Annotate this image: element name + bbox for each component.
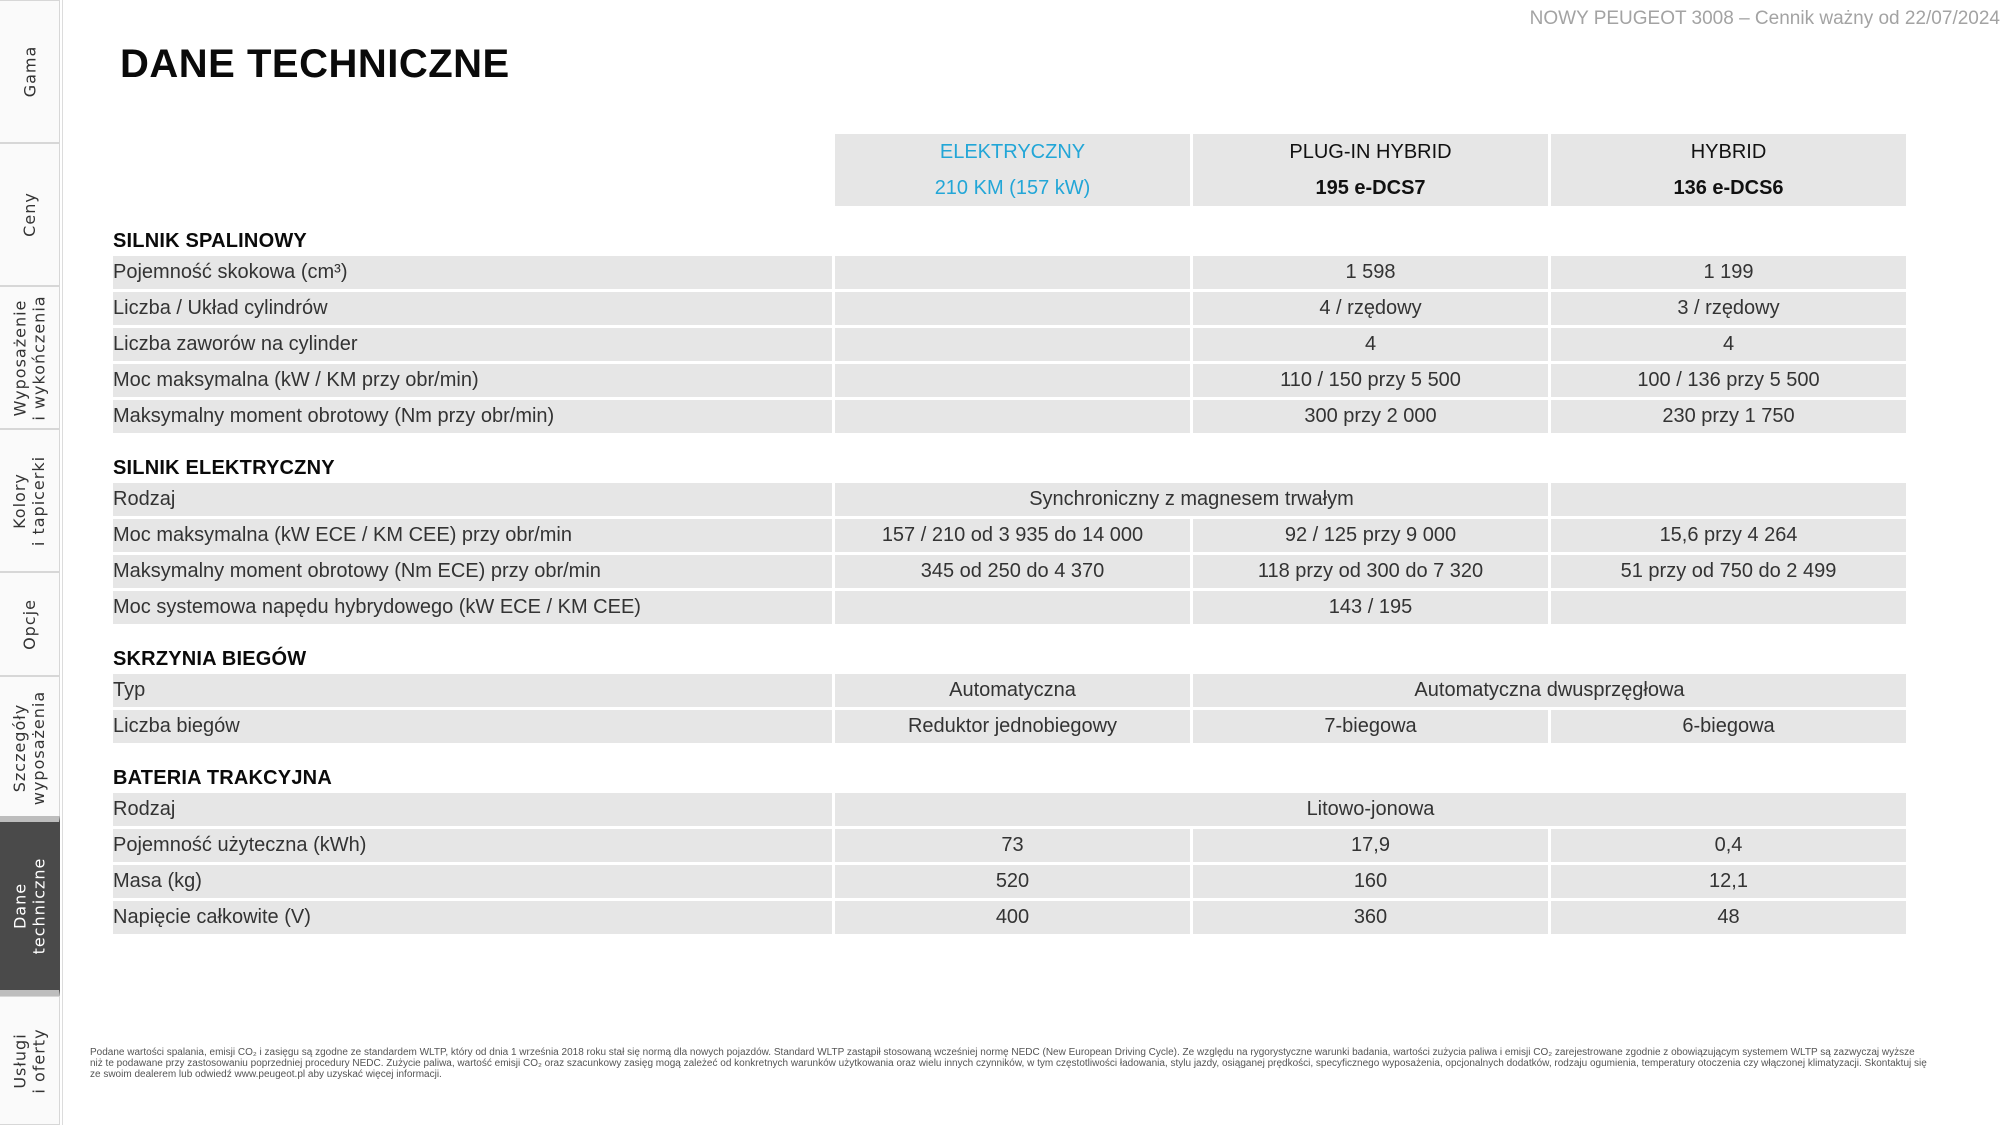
row-value: 1 598 <box>1193 256 1548 289</box>
column-header-electric-name: ELEKTRYCZNY <box>939 141 1086 163</box>
row-value: 118 przy od 300 do 7 320 <box>1193 555 1548 588</box>
sidebar-tab-label: Ceny <box>20 192 39 237</box>
row-value: 0,4 <box>1551 829 1906 862</box>
row-value: 15,6 przy 4 264 <box>1551 519 1906 552</box>
row-label: Typ <box>113 674 832 707</box>
row-value <box>835 364 1190 397</box>
sidebar-tab-8[interactable] <box>0 996 60 1125</box>
row-value: 12,1 <box>1551 865 1906 898</box>
row-value: 3 / rzędowy <box>1551 292 1906 325</box>
table-header-row <box>113 134 1906 206</box>
sidebar-tab-4[interactable] <box>0 429 60 572</box>
sidebar-tab-7[interactable] <box>0 816 60 996</box>
row-label: Maksymalny moment obrotowy (Nm przy obr/min) <box>113 400 832 433</box>
row-value: 360 <box>1193 901 1548 934</box>
row-value <box>835 292 1190 325</box>
sidebar-tab-2[interactable] <box>0 143 60 286</box>
sidebar-tab-label: Opcje <box>20 598 39 650</box>
header-note: NOWY PEUGEOT 3008 – Cennik ważny od 22/07/2024 <box>1529 8 2000 29</box>
page-title: DANE TECHNICZNE <box>120 42 510 86</box>
table-row <box>113 555 1906 588</box>
row-value: Automatyczna dwusprzęgłowa <box>1193 674 1906 707</box>
row-value: 48 <box>1551 901 1906 934</box>
row-value: 4 / rzędowy <box>1193 292 1548 325</box>
row-label: Napięcie całkowite (V) <box>113 901 832 934</box>
table-row <box>113 519 1906 552</box>
row-value: Synchroniczny z magnesem trwałym <box>835 483 1548 516</box>
column-header-electric <box>835 134 1190 206</box>
column-header-hybrid-version: 136 e-DCS6 <box>1673 177 1784 199</box>
sidebar-tab-1[interactable] <box>0 0 60 143</box>
row-value: 157 / 210 od 3 935 do 14 000 <box>835 519 1190 552</box>
sidebar-tab-label: Usługi i oferty <box>10 1027 49 1094</box>
row-value: 400 <box>835 901 1190 934</box>
row-value: Automatyczna <box>835 674 1190 707</box>
row-label: Liczba biegów <box>113 710 832 743</box>
table-row <box>113 256 1906 289</box>
column-header-hybrid-name: HYBRID <box>1690 141 1767 163</box>
row-label: Liczba / Układ cylindrów <box>113 292 832 325</box>
row-label: Moc maksymalna (kW / KM przy obr/min) <box>113 364 832 397</box>
section-title: BATERIA TRAKCYJNA <box>113 767 332 789</box>
sidebar-tab-label: Gama <box>20 45 39 98</box>
row-value: 51 przy od 750 do 2 499 <box>1551 555 1906 588</box>
row-value <box>835 400 1190 433</box>
row-value: 17,9 <box>1193 829 1548 862</box>
legal-footnote: Podane wartości spalania, emisji CO₂ i zasięgu są zgodne ze standardem WLTP, który od dnia 1 września 2018 roku stał się normą dla nowych pojazdów. Standard WLTP zastąpił stosowaną wcześniej normę NEDC (New European Driving Cycle). Ze względu na rygorystyczne warunki badania, wartości zużycia paliwa i emisji CO₂ zarejestrowane zgodnie z obowiązującym systemem WLTP są zazwyczaj wyższe niż te podawane przy zastosowaniu poprzedniej procedury NEDC. Zużycie paliwa, wartość emisji CO₂ oraz szacunkowy zasięg mogą zależeć od konkretnych warunków użytkowania oraz wielu innych czynników, w tym częstotliwości ładowania, stylu jazdy, osiąganej prędkości, specyficznego wyposażenia, opcjonalnych dodatków, rodzaju ogumienia, temperatury otoczenia czy włączonej klimatyzacji. Skontaktuj się ze swoim dealerem lub odwiedź www.peugeot.pl aby uzyskać więcej informacji. <box>90 1047 1927 1080</box>
row-value: 160 <box>1193 865 1548 898</box>
row-label: Rodzaj <box>113 483 832 516</box>
sidebar-nav <box>0 0 63 1125</box>
row-value: 7-biegowa <box>1193 710 1548 743</box>
table-row <box>113 674 1906 707</box>
row-value <box>835 591 1190 624</box>
row-label: Masa (kg) <box>113 865 832 898</box>
row-label: Moc systemowa napędu hybrydowego (kW ECE / KM CEE) <box>113 591 832 624</box>
sidebar-tab-label: Kolory i tapicerki <box>10 455 49 546</box>
table-row <box>113 400 1906 433</box>
row-value: 100 / 136 przy 5 500 <box>1551 364 1906 397</box>
column-header-plugin-hybrid-version: 195 e-DCS7 <box>1315 177 1426 199</box>
sidebar-tab-label: Szczegóły wyposażenia <box>10 690 49 805</box>
table-row <box>113 865 1906 898</box>
section-header-row <box>113 627 1906 671</box>
row-label: Maksymalny moment obrotowy (Nm ECE) przy obr/min <box>113 555 832 588</box>
table-row <box>113 793 1906 826</box>
column-header-hybrid <box>1551 134 1906 206</box>
row-value: 73 <box>835 829 1190 862</box>
row-value: Reduktor jednobiegowy <box>835 710 1190 743</box>
row-value: 4 <box>1551 328 1906 361</box>
row-value <box>1551 591 1906 624</box>
row-value <box>1551 483 1906 516</box>
column-header-electric-version: 210 KM (157 kW) <box>934 177 1091 199</box>
row-value: 110 / 150 przy 5 500 <box>1193 364 1548 397</box>
row-label: Pojemność skokowa (cm³) <box>113 256 832 289</box>
section-title: SILNIK ELEKTRYCZNY <box>113 457 335 479</box>
sidebar-tab-3[interactable] <box>0 286 60 429</box>
sidebar-tab-label: Wyposażenie i wykończenia <box>10 294 49 421</box>
row-label: Pojemność użyteczna (kWh) <box>113 829 832 862</box>
specs-table <box>110 131 1909 937</box>
table-row <box>113 364 1906 397</box>
section-title: SKRZYNIA BIEGÓW <box>113 648 307 670</box>
table-row <box>113 710 1906 743</box>
row-value: 92 / 125 przy 9 000 <box>1193 519 1548 552</box>
column-header-plugin-hybrid-name: PLUG-IN HYBRID <box>1289 141 1452 163</box>
row-value: 230 przy 1 750 <box>1551 400 1906 433</box>
row-value: 345 od 250 do 4 370 <box>835 555 1190 588</box>
row-value <box>835 328 1190 361</box>
table-row <box>113 292 1906 325</box>
row-value: 143 / 195 <box>1193 591 1548 624</box>
row-label: Rodzaj <box>113 793 832 826</box>
table-row <box>113 328 1906 361</box>
row-value: 6-biegowa <box>1551 710 1906 743</box>
specs-table-body <box>113 209 1906 934</box>
row-label: Moc maksymalna (kW ECE / KM CEE) przy obr/min <box>113 519 832 552</box>
row-value <box>835 256 1190 289</box>
sidebar-tab-5[interactable] <box>0 572 60 676</box>
section-title: SILNIK SPALINOWY <box>113 230 307 252</box>
table-row <box>113 829 1906 862</box>
section-header-row <box>113 436 1906 480</box>
column-header-plugin-hybrid <box>1193 134 1548 206</box>
table-row <box>113 591 1906 624</box>
table-row <box>113 483 1906 516</box>
section-header-row <box>113 746 1906 790</box>
sidebar-tab-6[interactable] <box>0 676 60 819</box>
table-row <box>113 901 1906 934</box>
header-blank-cell <box>113 134 832 206</box>
sidebar-tab-label: Dane techniczne <box>10 857 49 955</box>
section-header-row <box>113 209 1906 253</box>
row-value: 1 199 <box>1551 256 1906 289</box>
row-value: Litowo-jonowa <box>835 793 1906 826</box>
row-value: 4 <box>1193 328 1548 361</box>
row-value: 520 <box>835 865 1190 898</box>
row-value: 300 przy 2 000 <box>1193 400 1548 433</box>
row-label: Liczba zaworów na cylinder <box>113 328 832 361</box>
